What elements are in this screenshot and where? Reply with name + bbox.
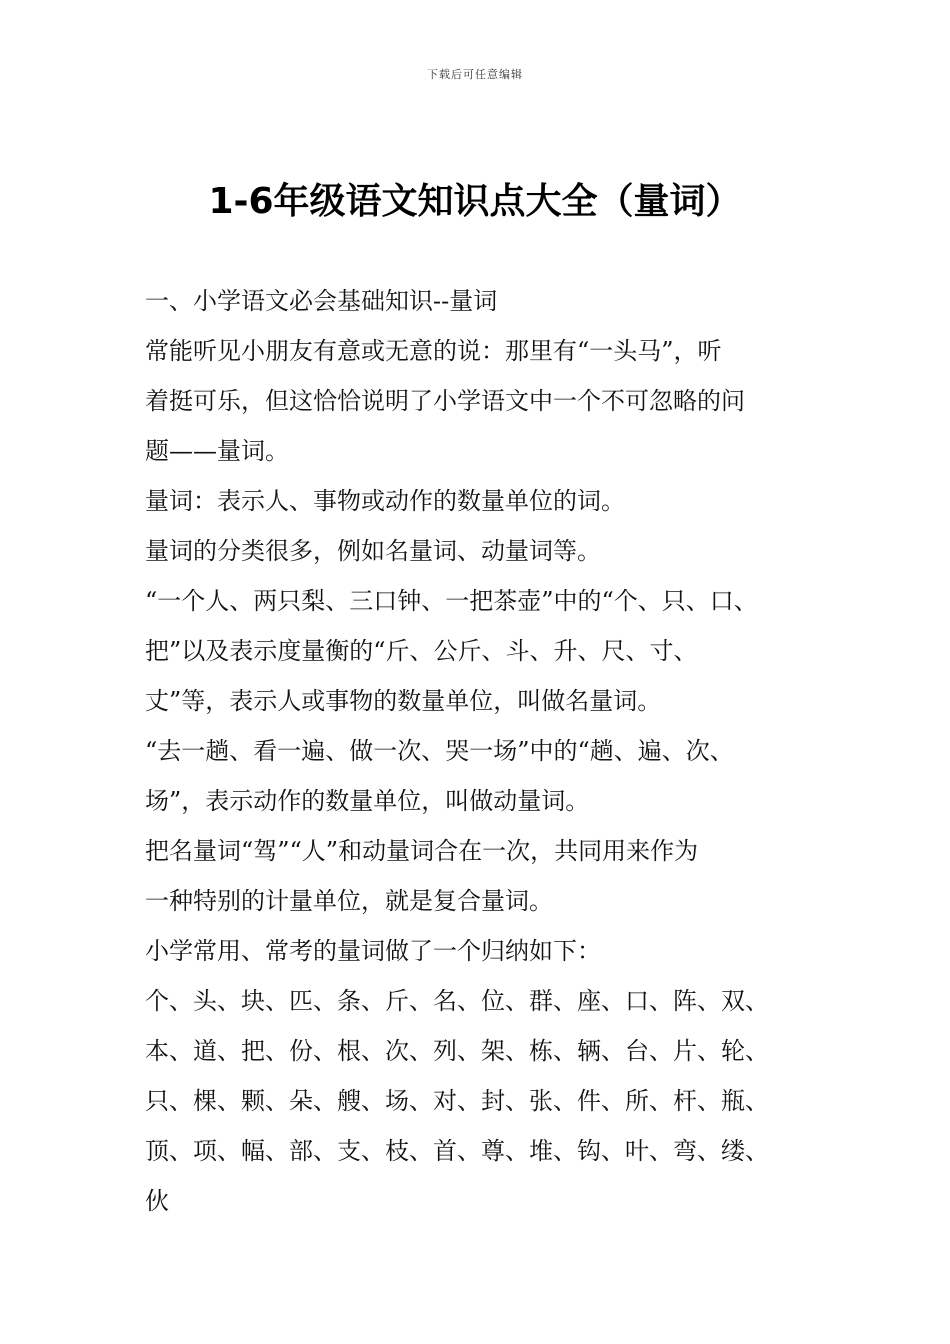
paragraph-line: 把”以及表示度量衡的“斤、公斤、斗、升、尺、寸、 (145, 637, 698, 665)
paragraph-line: 丈”等，表示人或事物的数量单位，叫做名量词。 (145, 687, 662, 715)
paragraph-line: 场”，表示动作的数量单位，叫做动量词。 (145, 787, 590, 815)
paragraph-line: 把名量词“驾”“人”和动量词合在一次，共同用来作为 (145, 837, 699, 865)
paragraph-line: 题——量词。 (145, 437, 289, 465)
paragraph-line: 量词的分类很多，例如名量词、动量词等。 (145, 537, 601, 565)
header-note: 下载后可任意编辑 (427, 68, 523, 81)
measure-word-list-line: 只、棵、颗、朵、艘、场、对、封、张、件、所、杆、瓶、 (145, 1087, 769, 1115)
measure-word-list-line: 顶、项、幅、部、支、枝、首、尊、堆、钩、叶、弯、缕、 (145, 1137, 769, 1165)
paragraph-line: “一个人、两只梨、三口钟、一把茶壶”中的“个、只、口、 (145, 587, 758, 615)
paragraph-line: 小学常用、常考的量词做了一个归纳如下： (145, 937, 601, 965)
measure-word-list-line: 本、道、把、份、根、次、列、架、栋、辆、台、片、轮、 (145, 1037, 769, 1065)
document-body (145, 276, 825, 1226)
paragraph-line: 量词：表示人、事物或动作的数量单位的词。 (145, 487, 625, 515)
paragraph-line: “去一趟、看一遍、做一次、哭一场”中的“趟、遍、次、 (145, 737, 734, 765)
paragraph-line: 着挺可乐，但这恰恰说明了小学语文中一个不可忽略的问 (145, 387, 745, 415)
document-title: 1-6年级语文知识点大全（量词） (208, 181, 742, 222)
section-heading: 一、小学语文必会基础知识--量词 (145, 287, 498, 315)
paragraph-line: 一种特别的计量单位，就是复合量词。 (145, 887, 553, 915)
measure-word-list-line: 伙 (145, 1187, 169, 1215)
paragraph-line: 常能听见小朋友有意或无意的说：那里有“一头马”，听 (145, 337, 722, 365)
measure-word-list-line: 个、头、块、匹、条、斤、名、位、群、座、口、阵、双、 (145, 987, 769, 1015)
